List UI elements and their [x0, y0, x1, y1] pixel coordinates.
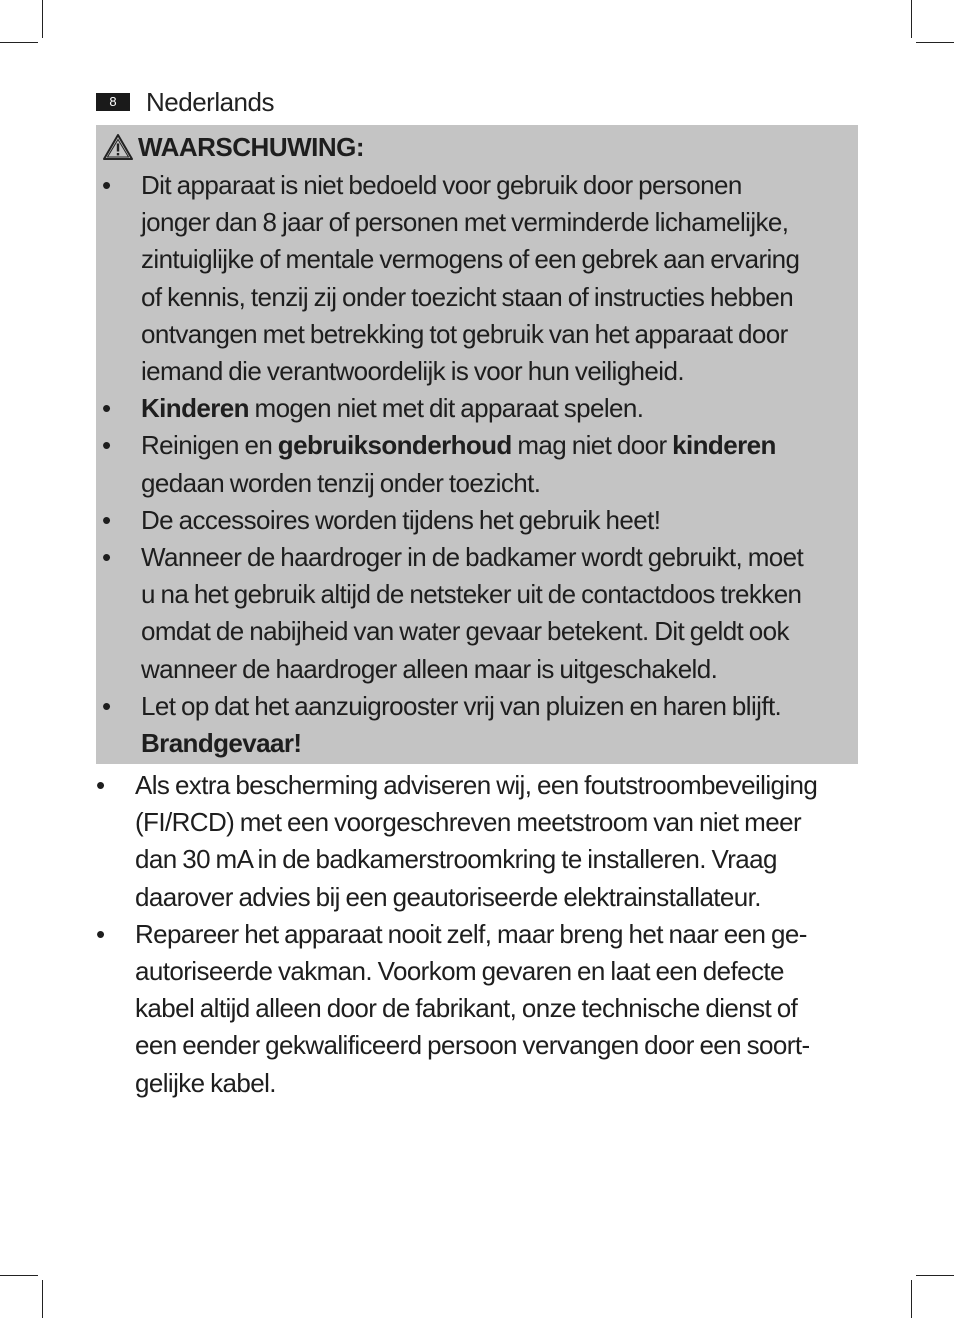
text-line: zintuiglijke of mentale vermogens of een gebrek aan ervaring	[141, 244, 800, 275]
bullet-dot: •	[102, 430, 111, 461]
text-span: Reinigen en	[141, 430, 278, 461]
warning-title: WAARSCHUWING:	[138, 131, 365, 162]
warning-list	[96, 167, 856, 762]
crop-mark	[42, 0, 43, 38]
text-line: daarover advies bij een geautoriseerde elektrainstallateur.	[135, 881, 761, 912]
bullet-dot: •	[96, 918, 105, 949]
text-line: dan 30 mA in de badkamerstroomkring te installeren. Vraag	[135, 844, 777, 875]
text-span: mogen niet met dit apparaat spelen.	[248, 393, 644, 424]
crop-mark	[0, 1275, 38, 1276]
text-line: jonger dan 8 jaar of personen met verminderde lichamelijke,	[141, 207, 789, 238]
bold-text: Kinderen	[141, 393, 249, 424]
crop-mark	[916, 42, 954, 43]
text-line: De accessoires worden tijdens het gebruik heet!	[141, 504, 661, 535]
text-line: Dit apparaat is niet bedoeld voor gebruik door personen	[141, 170, 742, 200]
list-item	[96, 688, 856, 762]
text-line	[141, 725, 856, 762]
warning-triangle-icon	[102, 133, 134, 161]
warning-heading	[102, 131, 364, 163]
text-line	[141, 390, 856, 427]
bullet-dot: •	[102, 690, 111, 721]
text-line: (FI/RCD) met een voorgeschreven meetstroom van niet meer	[135, 807, 801, 838]
bold-text: kinderen	[672, 430, 776, 461]
text-line: kabel altijd alleen door de fabrikant, onze technische dienst of	[135, 993, 798, 1024]
page-number: 8	[96, 93, 130, 111]
text-line: wanneer de haardroger alleen maar is uitgeschakeld.	[141, 653, 718, 684]
crop-mark	[911, 0, 912, 38]
text-line: Wanneer de haardroger in de badkamer wordt gebruikt, moet	[141, 542, 804, 573]
bold-text: gebruiksonderhoud	[277, 430, 512, 461]
instruction-list	[90, 767, 858, 1102]
list-item	[96, 427, 856, 501]
bullet-dot: •	[102, 504, 111, 535]
text-line: gelijke kabel.	[135, 1067, 276, 1098]
warning-box	[96, 125, 858, 764]
list-item	[90, 767, 858, 916]
bullet-dot: •	[96, 770, 105, 800]
text-line: een eender gekwalificeerd persoon vervangen door een soort-	[135, 1030, 810, 1061]
bullet-dot: •	[102, 542, 111, 573]
language-label: Nederlands	[146, 86, 274, 117]
text-line: of kennis, tenzij zij onder toezicht staan of instructies hebben	[141, 281, 794, 312]
text-line: ontvangen met betrekking tot gebruik van het apparaat door	[141, 318, 788, 349]
crop-mark	[42, 1280, 43, 1318]
list-item	[96, 502, 856, 539]
text-line: autoriseerde vakman. Voorkom gevaren en laat een defecte	[135, 956, 784, 987]
text-line: Als extra bescherming adviseren wij, een foutstroombeveiliging	[135, 770, 818, 800]
bullet-dot: •	[102, 393, 111, 424]
text-line	[141, 427, 856, 464]
bullet-dot: •	[102, 170, 111, 200]
text-line: omdat de nabijheid van water gevaar betekent. Dit geldt ook	[141, 616, 789, 647]
list-item	[90, 916, 858, 1102]
list-item	[96, 539, 856, 688]
text-span: mag niet door	[511, 430, 673, 461]
text-line: u na het gebruik altijd de netsteker uit de contactdoos trekken	[141, 579, 802, 610]
crop-mark	[911, 1280, 912, 1318]
text-line: Repareer het apparaat nooit zelf, maar breng het naar een ge-	[135, 918, 807, 949]
text-line: gedaan worden tenzij onder toezicht.	[141, 467, 541, 498]
bold-text: Brandgevaar!	[141, 728, 302, 759]
crop-mark	[916, 1275, 954, 1276]
list-item	[96, 167, 856, 390]
page-header	[96, 86, 274, 118]
text-line: iemand die verantwoordelijk is voor hun veiligheid.	[141, 356, 684, 387]
text-line: Let op dat het aanzuigrooster vrij van pluizen en haren blijft.	[141, 690, 782, 721]
crop-mark	[0, 42, 38, 43]
list-item	[96, 390, 856, 427]
